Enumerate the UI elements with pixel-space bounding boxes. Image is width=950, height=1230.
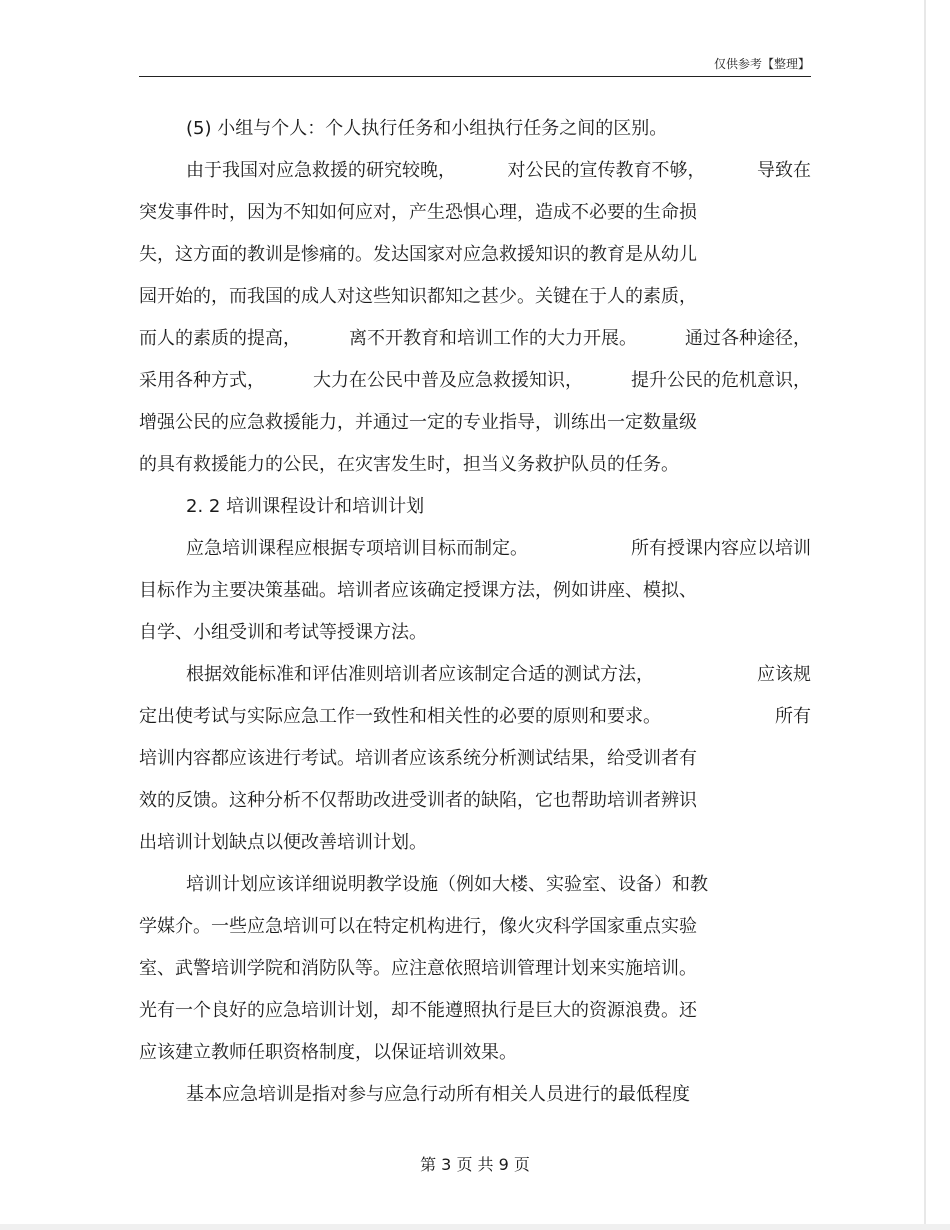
line-segment: 离不开教育和培训工作的大力开展。 [349, 328, 637, 349]
body-line: 培训计划应该详细说明教学设施（例如大楼、实验室、设备）和教 [186, 874, 708, 895]
body-line [139, 658, 811, 700]
line-segment: 采用各种方式， [139, 370, 265, 391]
body-line: 自学、小组受训和考试等授课方法。 [139, 622, 427, 643]
line-segment: 对公民的宣传教育不够， [507, 160, 706, 181]
body-line: 出培训计划缺点以便改善培训计划。 [139, 832, 427, 853]
line-segment: 而人的素质的提高， [139, 328, 301, 349]
body-line: 突发事件时，因为不知如何应对，产生恐惧心理，造成不必要的生命损 [139, 202, 697, 223]
page-edge-shadow [924, 0, 926, 1230]
line-segment: 大力在公民中普及应急救援知识， [313, 370, 583, 391]
line-segment: 导致在 [757, 160, 811, 181]
section-heading: 2. 2 培训课程设计和培训计划 [186, 496, 425, 517]
body-line: 室、武警培训学院和消防队等。应注意依照培训管理计划来实施培训。 [139, 958, 697, 979]
body-line: 增强公民的应急救援能力，并通过一定的专业指导，训练出一定数量级 [139, 412, 697, 433]
body-line [139, 364, 811, 406]
body-line: 目标作为主要决策基础。培训者应该确定授课方法，例如讲座、模拟、 [139, 580, 697, 601]
body-line: 基本应急培训是指对参与应急行动所有相关人员进行的最低程度 [186, 1084, 690, 1105]
header-note: 仅供参考【整理】 [713, 57, 810, 71]
body-line: 学媒介。一些应急培训可以在特定机构进行，像火灾科学国家重点实验 [139, 916, 697, 937]
line-segment: 根据效能标准和评估准则培训者应该制定合适的测试方法， [186, 664, 654, 685]
line-segment: 所有授课内容应以培训 [631, 538, 811, 559]
body-line: 光有一个良好的应急培训计划，却不能遵照执行是巨大的资源浪费。还 [139, 1000, 697, 1021]
page-bottom-shadow [0, 1224, 950, 1230]
line-segment: 应急培训课程应根据专项培训目标而制定。 [186, 538, 528, 559]
line-segment: 所有 [775, 706, 811, 727]
page-number-footer: 第 3 页 共 9 页 [420, 1155, 530, 1174]
body-line [139, 154, 811, 196]
line-segment: 由于我国对应急救援的研究较晚， [186, 160, 456, 181]
body-line: 的具有救援能力的公民，在灾害发生时，担当义务救护队员的任务。 [139, 454, 679, 475]
line-segment: 提升公民的危机意识， [631, 370, 811, 391]
line-segment: 应该规 [757, 664, 811, 685]
body-line: (5) 小组与个人：个人执行任务和小组执行任务之间的区别。 [186, 118, 668, 139]
body-line [139, 700, 811, 742]
document-body [139, 112, 811, 1120]
body-line [139, 532, 811, 574]
body-line: 园开始的，而我国的成人对这些知识都知之甚少。关键在于人的素质， [139, 286, 697, 307]
line-segment: 通过各种途径， [685, 328, 811, 349]
line-segment: 定出使考试与实际应急工作一致性和相关性的必要的原则和要求。 [139, 706, 661, 727]
body-line: 失，这方面的教训是惨痛的。发达国家对应急救援知识的教育是从幼儿 [139, 244, 697, 265]
header-rule [139, 76, 811, 77]
body-line [139, 322, 811, 364]
body-line: 效的反馈。这种分析不仅帮助改进受训者的缺陷，它也帮助培训者辨识 [139, 790, 697, 811]
body-line: 培训内容都应该进行考试。培训者应该系统分析测试结果，给受训者有 [139, 748, 697, 769]
body-line: 应该建立教师任职资格制度，以保证培训效果。 [139, 1042, 517, 1063]
